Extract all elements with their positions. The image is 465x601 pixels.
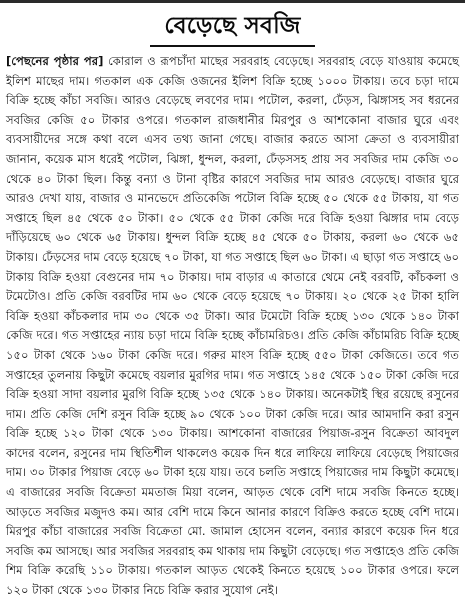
article-body	[6, 52, 460, 598]
article-text: কোরাল ও রূপচাঁদা মাছের সরবরাহ বেড়েছে। সরবরাহ বেড়ে যাওয়ায় কমেছে ইলিশ মাছের দাম। গতকাল এক কেজি ওজনের ইলিশ বিক্রি হচ্ছে ১০০০ টাকায়। তবে চড়া দামে বিক্রি হচ্ছে কাঁচা সবজি। আরও বেড়েছে লবণের দাম। পটোল, করলা, ঢেঁড়স, ঝিঙ্গাসহ সব ধরনের সবজির কেজি ৫০ টাকার ওপরে। গতকাল রাজধানীর মিরপুর ও আশকোনা বাজার ঘুরে এবং ব্যবসায়ীদের সঙ্গে কথা বলে এসব তথ্য জানা গেছে। বাজার করতে আসা ক্রেতা ও ব্যবসায়ীরা জানান, কয়েক মাস ধরেই পটোল, ঝিঙ্গা, ধুন্দল, করলা, ঢেঁড়সসহ প্রায় সব সবজির দাম কেজি ৩০ থেকে ৪০ টাকা ছিল। কিন্তু বন্যা ও টানা বৃষ্টির কারণে সবজির দাম আরও বেড়েছে। বাজার ঘুরে আরও দেখা যায়, বাজার ও মানভেদে প্রতিকেজি পটোল বিক্রি হচ্ছে ৫০ থেকে ৫৫ টাকায়, যা গত সপ্তাহে ছিল ৪৫ থেকে ৫০ টাকা। ৫০ থেকে ৫৫ টাকা কেজি দরে বিক্রি হওয়া ঝিঙ্গার দাম বেড়ে দাঁড়িয়েছে ৬০ থেকে ৬৫ টাকায়। ধুন্দল বিক্রি হচ্ছে ৪৫ থেকে ৫০ টাকায়, করলা ৬০ থেকে ৬৫ টাকায়। ঢেঁড়সের দাম বেড়ে হয়েছে ৭০ টাকা, যা গত সপ্তাহে ছিল ৬০ টাকা। এ ছাড়া গত সপ্তাহে ৬০ টাকায় বিক্রি হওয়া বেগুনের দাম ৭০ টাকায়। দাম বাড়ার এ কাতারে থেমে নেই বরবটি, কাঁচকলা ও টমেটোও। প্রতি কেজি বরবটির দাম ৬০ থেকে বেড়ে হয়েছে ৭০ টাকায়। ২০ থেকে ২৫ টাকা হালি বিক্রি হওয়া কাঁচকলার দাম ৩০ থেকে ৩৫ টাকা। আর টমেটো বিক্রি হচ্ছে ১৩০ থেকে ১৪০ টাকা কেজি দরে। গত সপ্তাহের ন্যায় চড়া দামে বিক্রি হচ্ছে কাঁচামরিচও। প্রতি কেজি কাঁচামরিচ বিক্রি হচ্ছে ১৫০ টাকা থেকে ১৬০ টাকা কেজি দরে। গরুর মাংস বিক্রি হচ্ছে ৫৫০ টাকা কেজিতে। তবে গত সপ্তাহের তুলনায় কিছুটা কমেছে বয়লার মুরগির দাম। গত সপ্তাহে ১৪৫ থেকে ১৫০ টাকা কেজি দরে বিক্রি হওয়া সাদা বয়লার মুরগি বিক্রি হচ্ছে ১৩৫ থেকে ১৪০ টাকায়। অনেকটাই স্থির রয়েছে রসুনের দাম। প্রতি কেজি দেশি রসুন বিক্রি হচ্ছে ৯০ থেকে ১০০ টাকা কেজি দরে। আর আমদানি করা রসুন বিক্রি হচ্ছে ১২০ টাকা থেকে ১৩০ টাকায়। আশকোনা বাজারের পিয়াজ-রসুন বিক্রেতা আবদুল কাদের বলেন, রসুনের দাম স্থিতিশীল থাকলেও কয়েক দিন ধরে লাফিয়ে লাফিয়ে বেড়েছে পিয়াজের দাম। ৩০ টাকার পিয়াজ বেড়ে ৬০ টাকা হয়ে যায়। তবে চলতি সপ্তাহে পিয়াজের দাম কিছুটা কমেছে। এ বাজারের সবজি বিক্রেতা মমতাজ মিয়া বলেন, আড়ত থেকে বেশি দামে সবজি কিনতে হচ্ছে। আড়তে সবজির মজুদও কম। আর বেশি দামে কিনে আনার কারণে বিক্রিও করতে হচ্ছে বেশি দামে। মিরপুর কাঁচা বাজারের সবজি বিক্রেতা মো. জামাল হোসেন বলেন, বন্যার কারণে কয়েক দিন ধরে সবজি কম আসছে। আর সবজির সরবরাহ কম থাকায় দাম কিছুটা বেড়েছে। গত সপ্তাহেও প্রতি কেজি শিম বিক্রি করেছি ১১০ টাকায়। গতকাল আড়ত থেকেই কিনতে হয়েছে ১০০ টাকার ওপরে। ফলে ১২০ টাকা থেকে ১৩০ টাকার নিচে বিক্রি করার সুযোগ নেই।	[6, 54, 460, 598]
headline-underline	[150, 45, 315, 47]
continued-from-label: [পেছনের পৃষ্ঠার পর]	[6, 54, 104, 68]
top-border-rule	[0, 0, 465, 3]
headline: বেড়েছে সবজি	[164, 12, 301, 39]
headline-area	[0, 6, 465, 46]
